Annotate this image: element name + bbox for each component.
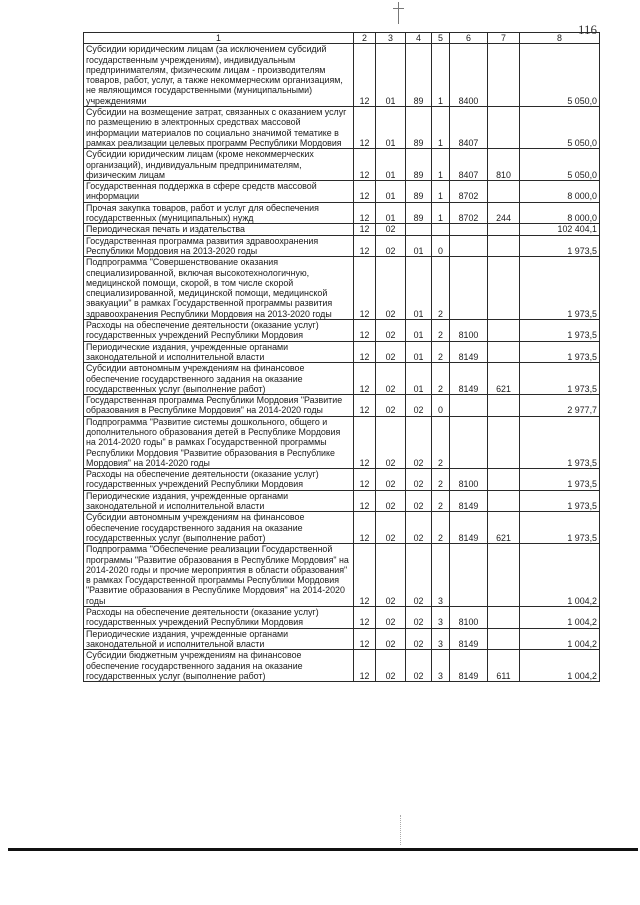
row-section: 12 [354,44,376,107]
row-program: 01 [406,363,432,395]
row-subsection: 02 [376,363,406,395]
row-section: 12 [354,149,376,181]
row-amount: 1 004,2 [520,607,600,629]
table-row [84,202,600,224]
row-target-code: 8149 [450,650,488,682]
row-subprogram: 2 [432,512,450,544]
row-description: Расходы на обеспечение деятельности (оказание услуг) государственных учреждений Республики Мордовия [84,320,354,342]
row-target-code: 8149 [450,512,488,544]
row-section: 12 [354,416,376,468]
row-description: Подпрограмма "Обеспечение реализации Государственной программы "Развитие образования в Республике Мордовия" на 2014-2020 годы и прочие мероприятия в области образования" в рамках Государственной программы Республики Мордовия "Развитие образования в Республике Мордовия" на 2014-2020 годы [84,544,354,607]
row-description: Государственная поддержка в сфере средств массовой информации [84,181,354,203]
row-expense-type [488,235,520,257]
scan-mark-bar [393,8,404,9]
row-description: Субсидии на возмещение затрат, связанных с оказанием услуг по размещению в электронных средствах массовой информации материалов по социально значимой тематике в рамках реализации целевых программ Республики Мордовия [84,107,354,149]
row-section: 12 [354,224,376,235]
row-program: 02 [406,469,432,491]
row-target-code: 8100 [450,607,488,629]
row-amount: 1 973,5 [520,512,600,544]
row-subprogram: 1 [432,202,450,224]
row-program: 89 [406,149,432,181]
table-row [84,107,600,149]
row-amount: 1 973,5 [520,416,600,468]
row-amount: 5 050,0 [520,107,600,149]
row-subsection: 02 [376,416,406,468]
row-amount: 5 050,0 [520,44,600,107]
row-subsection: 02 [376,257,406,320]
row-subprogram: 2 [432,469,450,491]
row-amount: 8 000,0 [520,181,600,203]
row-subsection: 02 [376,512,406,544]
row-amount: 1 973,5 [520,341,600,363]
row-target-code: 8149 [450,341,488,363]
row-target-code: 8149 [450,363,488,395]
row-target-code [450,235,488,257]
row-program: 02 [406,395,432,417]
row-subprogram: 2 [432,363,450,395]
row-description: Субсидии юридическим лицам (за исключением субсидий государственным учреждениям), индивидуальным предпринимателям, физическим лицам - производителям товаров, работ, услуг, а также некоммерческим организациям, не являющимся государственными (муниципальными) учреждениями [84,44,354,107]
row-expense-type [488,257,520,320]
budget-table [83,32,600,682]
row-program: 02 [406,628,432,650]
row-program: 89 [406,44,432,107]
row-description: Подпрограмма "Развитие системы дошкольного, общего и дополнительного образования детей в Республике Мордовия на 2014-2020 годы" в рамках Государственной программы Республики Мордовия "Развитие образования в Республике Мордовия" на 2014-2020 годы [84,416,354,468]
table-row [84,257,600,320]
row-subsection: 01 [376,107,406,149]
row-program: 02 [406,544,432,607]
row-amount: 1 004,2 [520,544,600,607]
row-program: 01 [406,257,432,320]
row-amount: 1 973,5 [520,363,600,395]
row-target-code: 8100 [450,469,488,491]
row-program: 89 [406,202,432,224]
row-section: 12 [354,490,376,512]
table-row [84,469,600,491]
row-target-code: 8149 [450,490,488,512]
table-row [84,628,600,650]
col-header-8: 8 [520,33,600,44]
row-subsection: 01 [376,149,406,181]
row-section: 12 [354,341,376,363]
col-header-4: 4 [406,33,432,44]
row-target-code [450,544,488,607]
row-target-code [450,395,488,417]
table-row [84,363,600,395]
row-subprogram: 1 [432,149,450,181]
row-subprogram: 2 [432,320,450,342]
row-description: Субсидии автономным учреждениям на финансовое обеспечение государственного задания на оказание государственных услуг (выполнение работ) [84,512,354,544]
row-program: 02 [406,490,432,512]
table-row [84,512,600,544]
row-description: Подпрограмма "Совершенствование оказания специализированной, включая высокотехнологичную, медицинской помощи, скорой, в том числе скорой специализированной, медицинской помощи, медицинской эвакуации" в рамках Государственной программы развития здравоохранения Республики Мордовия на 2013-2020 годы [84,257,354,320]
row-target-code: 8400 [450,44,488,107]
row-amount: 1 973,5 [520,257,600,320]
row-subsection: 01 [376,44,406,107]
row-section: 12 [354,650,376,682]
row-amount: 102 404,1 [520,224,600,235]
table-row [84,235,600,257]
row-section: 12 [354,607,376,629]
row-description: Периодические издания, учрежденные органами законодательной и исполнительной власти [84,341,354,363]
row-target-code [450,224,488,235]
row-subprogram: 2 [432,416,450,468]
row-subsection: 02 [376,235,406,257]
row-section: 12 [354,512,376,544]
row-expense-type [488,469,520,491]
row-program: 89 [406,181,432,203]
row-amount: 5 050,0 [520,149,600,181]
row-description: Расходы на обеспечение деятельности (оказание услуг) государственных учреждений Республики Мордовия [84,607,354,629]
row-expense-type [488,416,520,468]
row-amount: 1 004,2 [520,650,600,682]
col-header-5: 5 [432,33,450,44]
row-section: 12 [354,202,376,224]
row-description: Субсидии юридическим лицам (кроме некоммерческих организаций), индивидуальным предпринимателям, физическим лицам [84,149,354,181]
row-subsection: 01 [376,181,406,203]
row-target-code [450,416,488,468]
col-header-6: 6 [450,33,488,44]
row-description: Прочая закупка товаров, работ и услуг для обеспечения государственных (муниципальных) нужд [84,202,354,224]
header-row [84,33,600,44]
row-subsection: 02 [376,650,406,682]
row-subprogram: 2 [432,257,450,320]
row-subsection: 02 [376,469,406,491]
row-expense-type: 244 [488,202,520,224]
row-subprogram: 3 [432,607,450,629]
table-row [84,224,600,235]
row-target-code: 8100 [450,320,488,342]
row-subsection: 01 [376,202,406,224]
row-section: 12 [354,469,376,491]
row-description: Периодические издания, учрежденные органами законодательной и исполнительной власти [84,628,354,650]
row-expense-type: 621 [488,512,520,544]
row-subprogram: 1 [432,181,450,203]
row-description: Периодическая печать и издательства [84,224,354,235]
row-description: Периодические издания, учрежденные органами законодательной и исполнительной власти [84,490,354,512]
row-section: 12 [354,235,376,257]
row-subsection: 02 [376,628,406,650]
row-description: Государственная программа развития здравоохранения Республики Мордовия на 2013-2020 годы [84,235,354,257]
row-amount: 2 977,7 [520,395,600,417]
row-subprogram: 2 [432,490,450,512]
row-expense-type: 611 [488,650,520,682]
row-subprogram: 0 [432,235,450,257]
row-program: 02 [406,512,432,544]
table-row [84,149,600,181]
page-bottom-rule [8,848,638,851]
row-subsection: 02 [376,320,406,342]
row-program [406,224,432,235]
col-header-3: 3 [376,33,406,44]
row-target-code: 8702 [450,181,488,203]
col-header-2: 2 [354,33,376,44]
row-description: Субсидии бюджетным учреждениям на финансовое обеспечение государственного задания на оказание государственных услуг (выполнение работ) [84,650,354,682]
row-target-code: 8407 [450,107,488,149]
row-expense-type [488,224,520,235]
row-amount: 1 973,5 [520,235,600,257]
row-section: 12 [354,181,376,203]
row-amount: 1 973,5 [520,320,600,342]
row-amount: 1 004,2 [520,628,600,650]
row-section: 12 [354,395,376,417]
row-subprogram: 3 [432,544,450,607]
row-description: Расходы на обеспечение деятельности (оказание услуг) государственных учреждений Республики Мордовия [84,469,354,491]
row-subsection: 02 [376,341,406,363]
row-program: 89 [406,107,432,149]
row-description: Субсидии автономным учреждениям на финансовое обеспечение государственного задания на оказание государственных услуг (выполнение работ) [84,363,354,395]
row-subprogram: 3 [432,650,450,682]
row-target-code: 8407 [450,149,488,181]
table-row [84,490,600,512]
row-program: 02 [406,416,432,468]
row-expense-type [488,490,520,512]
table-row [84,341,600,363]
row-subprogram: 3 [432,628,450,650]
row-section: 12 [354,544,376,607]
row-program: 02 [406,650,432,682]
row-subprogram [432,224,450,235]
table-row [84,607,600,629]
row-expense-type [488,544,520,607]
row-program: 01 [406,341,432,363]
row-amount: 1 973,5 [520,469,600,491]
row-subprogram: 1 [432,107,450,149]
table-row [84,181,600,203]
scan-mark [398,2,399,24]
row-expense-type [488,320,520,342]
row-expense-type: 621 [488,363,520,395]
table-row [84,320,600,342]
row-subprogram: 2 [432,341,450,363]
page-number: 116 [578,22,598,37]
row-section: 12 [354,320,376,342]
col-header-1: 1 [84,33,354,44]
table-row [84,650,600,682]
row-expense-type [488,395,520,417]
row-expense-type [488,607,520,629]
row-subsection: 02 [376,607,406,629]
table-row [84,416,600,468]
row-section: 12 [354,107,376,149]
col-header-7: 7 [488,33,520,44]
row-expense-type [488,107,520,149]
row-subsection: 02 [376,224,406,235]
row-program: 01 [406,235,432,257]
row-subprogram: 1 [432,44,450,107]
row-section: 12 [354,257,376,320]
table-row [84,544,600,607]
row-amount: 8 000,0 [520,202,600,224]
row-target-code [450,257,488,320]
row-expense-type [488,181,520,203]
table-row [84,395,600,417]
row-target-code: 8702 [450,202,488,224]
scan-artifact [400,815,402,845]
row-target-code: 8149 [450,628,488,650]
row-subsection: 02 [376,395,406,417]
row-expense-type [488,341,520,363]
row-expense-type [488,44,520,107]
row-program: 01 [406,320,432,342]
row-subsection: 02 [376,544,406,607]
row-section: 12 [354,628,376,650]
table-row [84,44,600,107]
row-subsection: 02 [376,490,406,512]
row-expense-type [488,628,520,650]
row-program: 02 [406,607,432,629]
row-subprogram: 0 [432,395,450,417]
row-expense-type: 810 [488,149,520,181]
row-amount: 1 973,5 [520,490,600,512]
row-section: 12 [354,363,376,395]
row-description: Государственная программа Республики Мордовия "Развитие образования в Республике Мордовия" на 2014-2020 годы [84,395,354,417]
